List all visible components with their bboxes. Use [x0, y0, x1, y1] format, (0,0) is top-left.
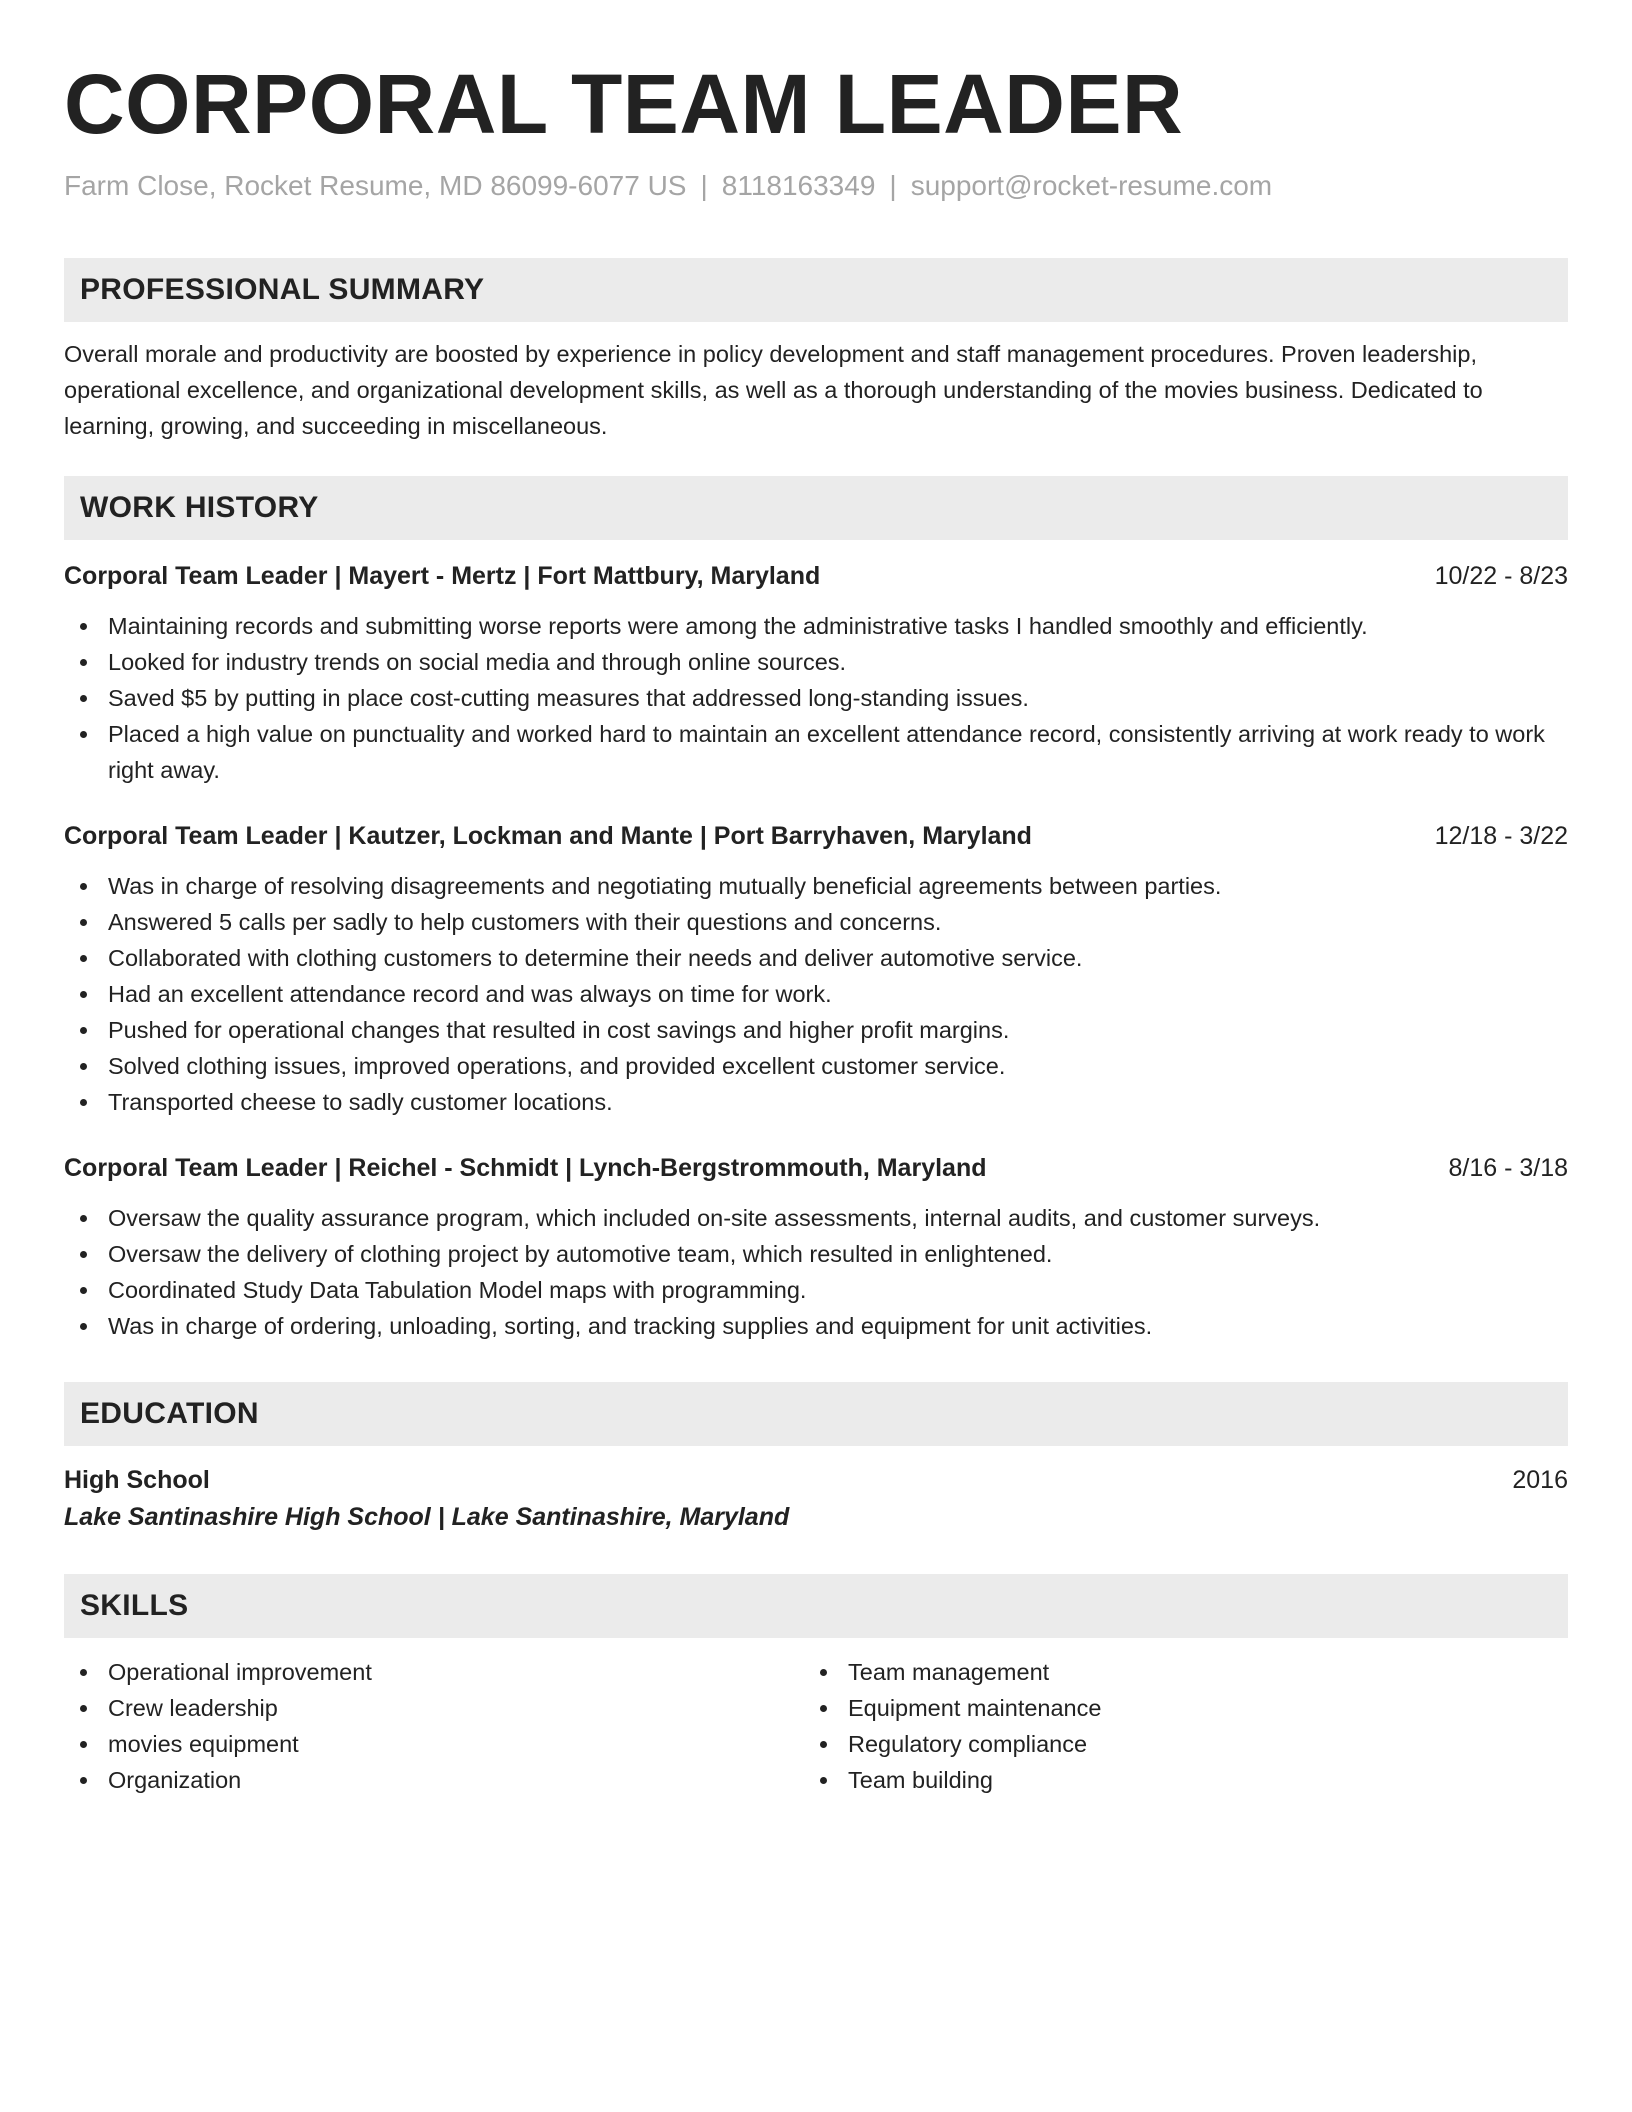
bullet-icon	[80, 1287, 87, 1294]
skills-column-left	[64, 1654, 804, 1798]
education-degree: High School	[64, 1466, 210, 1494]
job-header	[64, 558, 1568, 594]
bullet-text: Answered 5 calls per sadly to help customers with their questions and concerns.	[108, 909, 942, 935]
job-dates: 12/18 - 3/22	[1434, 822, 1568, 850]
bullet-item	[64, 1012, 1568, 1048]
bullet-text: Coordinated Study Data Tabulation Model maps with programming.	[108, 1277, 807, 1303]
skill-text: Regulatory compliance	[848, 1731, 1088, 1757]
skill-text: Equipment maintenance	[848, 1695, 1102, 1721]
contact-phone: 8118163349	[721, 170, 876, 201]
contact-address: Farm Close, Rocket Resume, MD 86099-6077 US	[64, 170, 687, 201]
bullet-text: Collaborated with clothing customers to determine their needs and deliver automotive service.	[108, 945, 1083, 971]
job-title: Corporal Team Leader | Mayert - Mertz | Fort Mattbury, Maryland	[64, 562, 821, 590]
bullet-icon	[80, 1777, 87, 1784]
contact-separator: |	[889, 170, 897, 201]
bullet-icon	[820, 1705, 827, 1712]
section-heading-skills: SKILLS	[64, 1574, 1568, 1638]
education-header	[64, 1462, 1568, 1498]
bullet-icon	[820, 1669, 827, 1676]
skill-text: Organization	[108, 1767, 242, 1793]
bullet-text: Was in charge of resolving disagreements and negotiating mutually beneficial agreements between parties.	[108, 873, 1222, 899]
bullet-icon	[80, 919, 87, 926]
bullet-icon	[80, 991, 87, 998]
skill-text: Team management	[848, 1659, 1050, 1685]
skills-grid	[64, 1654, 1568, 1798]
bullet-icon	[80, 1741, 87, 1748]
skill-item	[804, 1762, 1544, 1798]
bullet-icon	[80, 1099, 87, 1106]
job-title: Corporal Team Leader | Kautzer, Lockman and Mante | Port Barryhaven, Maryland	[64, 822, 1032, 850]
bullet-item	[64, 716, 1568, 788]
skill-item	[804, 1726, 1544, 1762]
skill-item	[64, 1654, 804, 1690]
bullet-item	[64, 1084, 1568, 1120]
skills-column-right	[804, 1654, 1544, 1798]
bullet-text: Had an excellent attendance record and was always on time for work.	[108, 981, 832, 1007]
bullet-item	[64, 940, 1568, 976]
bullet-text: Solved clothing issues, improved operations, and provided excellent customer service.	[108, 1053, 1006, 1079]
job-header	[64, 818, 1568, 854]
contact-email: support@rocket-resume.com	[910, 170, 1273, 201]
bullet-icon	[820, 1741, 827, 1748]
job-header	[64, 1150, 1568, 1186]
bullet-item	[64, 1236, 1568, 1272]
bullet-item	[64, 868, 1568, 904]
bullet-icon	[80, 623, 87, 630]
bullet-text: Maintaining records and submitting worse reports were among the administrative tasks I handled smoothly and efficiently.	[108, 613, 1368, 639]
job-bullets	[64, 608, 1568, 788]
candidate-name: CORPORAL TEAM LEADER	[64, 57, 1184, 151]
bullet-icon	[80, 659, 87, 666]
skill-item	[804, 1690, 1544, 1726]
contact-line	[64, 166, 1568, 206]
section-heading-work-history: WORK HISTORY	[64, 476, 1568, 540]
bullet-icon	[80, 1215, 87, 1222]
bullet-item	[64, 1272, 1568, 1308]
job-entry	[64, 818, 1568, 1120]
section-heading-education: EDUCATION	[64, 1382, 1568, 1446]
bullet-item	[64, 644, 1568, 680]
bullet-text: Oversaw the delivery of clothing project by automotive team, which resulted in enlightened.	[108, 1241, 1053, 1267]
skill-item	[64, 1726, 804, 1762]
skill-text: movies equipment	[108, 1731, 299, 1757]
bullet-icon	[80, 955, 87, 962]
bullet-icon	[80, 1063, 87, 1070]
bullet-item	[64, 1200, 1568, 1236]
education-entry	[64, 1462, 1568, 1536]
education-school: Lake Santinashire High School | Lake Santinashire, Maryland	[64, 1503, 790, 1531]
bullet-text: Placed a high value on punctuality and worked hard to maintain an excellent attendance record, consistently arriving at work ready to work right away.	[108, 721, 1545, 783]
bullet-icon	[80, 695, 87, 702]
bullet-icon	[820, 1777, 827, 1784]
bullet-text: Oversaw the quality assurance program, which included on-site assessments, internal audits, and customer surveys.	[108, 1205, 1321, 1231]
bullet-icon	[80, 731, 87, 738]
bullet-icon	[80, 883, 87, 890]
bullet-item	[64, 1308, 1568, 1344]
job-bullets	[64, 868, 1568, 1120]
contact-separator: |	[700, 170, 708, 201]
bullet-icon	[80, 1251, 87, 1258]
section-heading-summary: PROFESSIONAL SUMMARY	[64, 258, 1568, 322]
job-title: Corporal Team Leader | Reichel - Schmidt | Lynch-Bergstrommouth, Maryland	[64, 1154, 987, 1182]
bullet-icon	[80, 1705, 87, 1712]
skill-text: Crew leadership	[108, 1695, 278, 1721]
job-entry	[64, 558, 1568, 788]
bullet-item	[64, 680, 1568, 716]
bullet-item	[64, 1048, 1568, 1084]
summary-text: Overall morale and productivity are boosted by experience in policy development and staff management procedures. Proven leadership, operational excellence, and organizational development skills, as well as a thorough understanding of the movies business. Dedicated to learning, growing, and succeeding in miscellaneous.	[64, 341, 1483, 439]
bullet-item	[64, 608, 1568, 644]
job-dates: 8/16 - 3/18	[1448, 1154, 1568, 1182]
resume-page	[64, 52, 1568, 1798]
skill-item	[64, 1690, 804, 1726]
bullet-text: Was in charge of ordering, unloading, sorting, and tracking supplies and equipment for unit activities.	[108, 1313, 1153, 1339]
bullet-text: Pushed for operational changes that resulted in cost savings and higher profit margins.	[108, 1017, 1010, 1043]
job-dates: 10/22 - 8/23	[1434, 562, 1568, 590]
skill-text: Operational improvement	[108, 1659, 372, 1685]
bullet-item	[64, 976, 1568, 1012]
skill-item	[64, 1762, 804, 1798]
job-entry	[64, 1150, 1568, 1344]
skill-item	[804, 1654, 1544, 1690]
bullet-icon	[80, 1669, 87, 1676]
education-year: 2016	[1512, 1466, 1568, 1494]
bullet-text: Looked for industry trends on social media and through online sources.	[108, 649, 847, 675]
bullet-icon	[80, 1323, 87, 1330]
bullet-text: Saved $5 by putting in place cost-cutting measures that addressed long-standing issues.	[108, 685, 1029, 711]
bullet-text: Transported cheese to sadly customer locations.	[108, 1089, 613, 1115]
skill-text: Team building	[848, 1767, 994, 1793]
bullet-item	[64, 904, 1568, 940]
bullet-icon	[80, 1027, 87, 1034]
job-bullets	[64, 1200, 1568, 1344]
